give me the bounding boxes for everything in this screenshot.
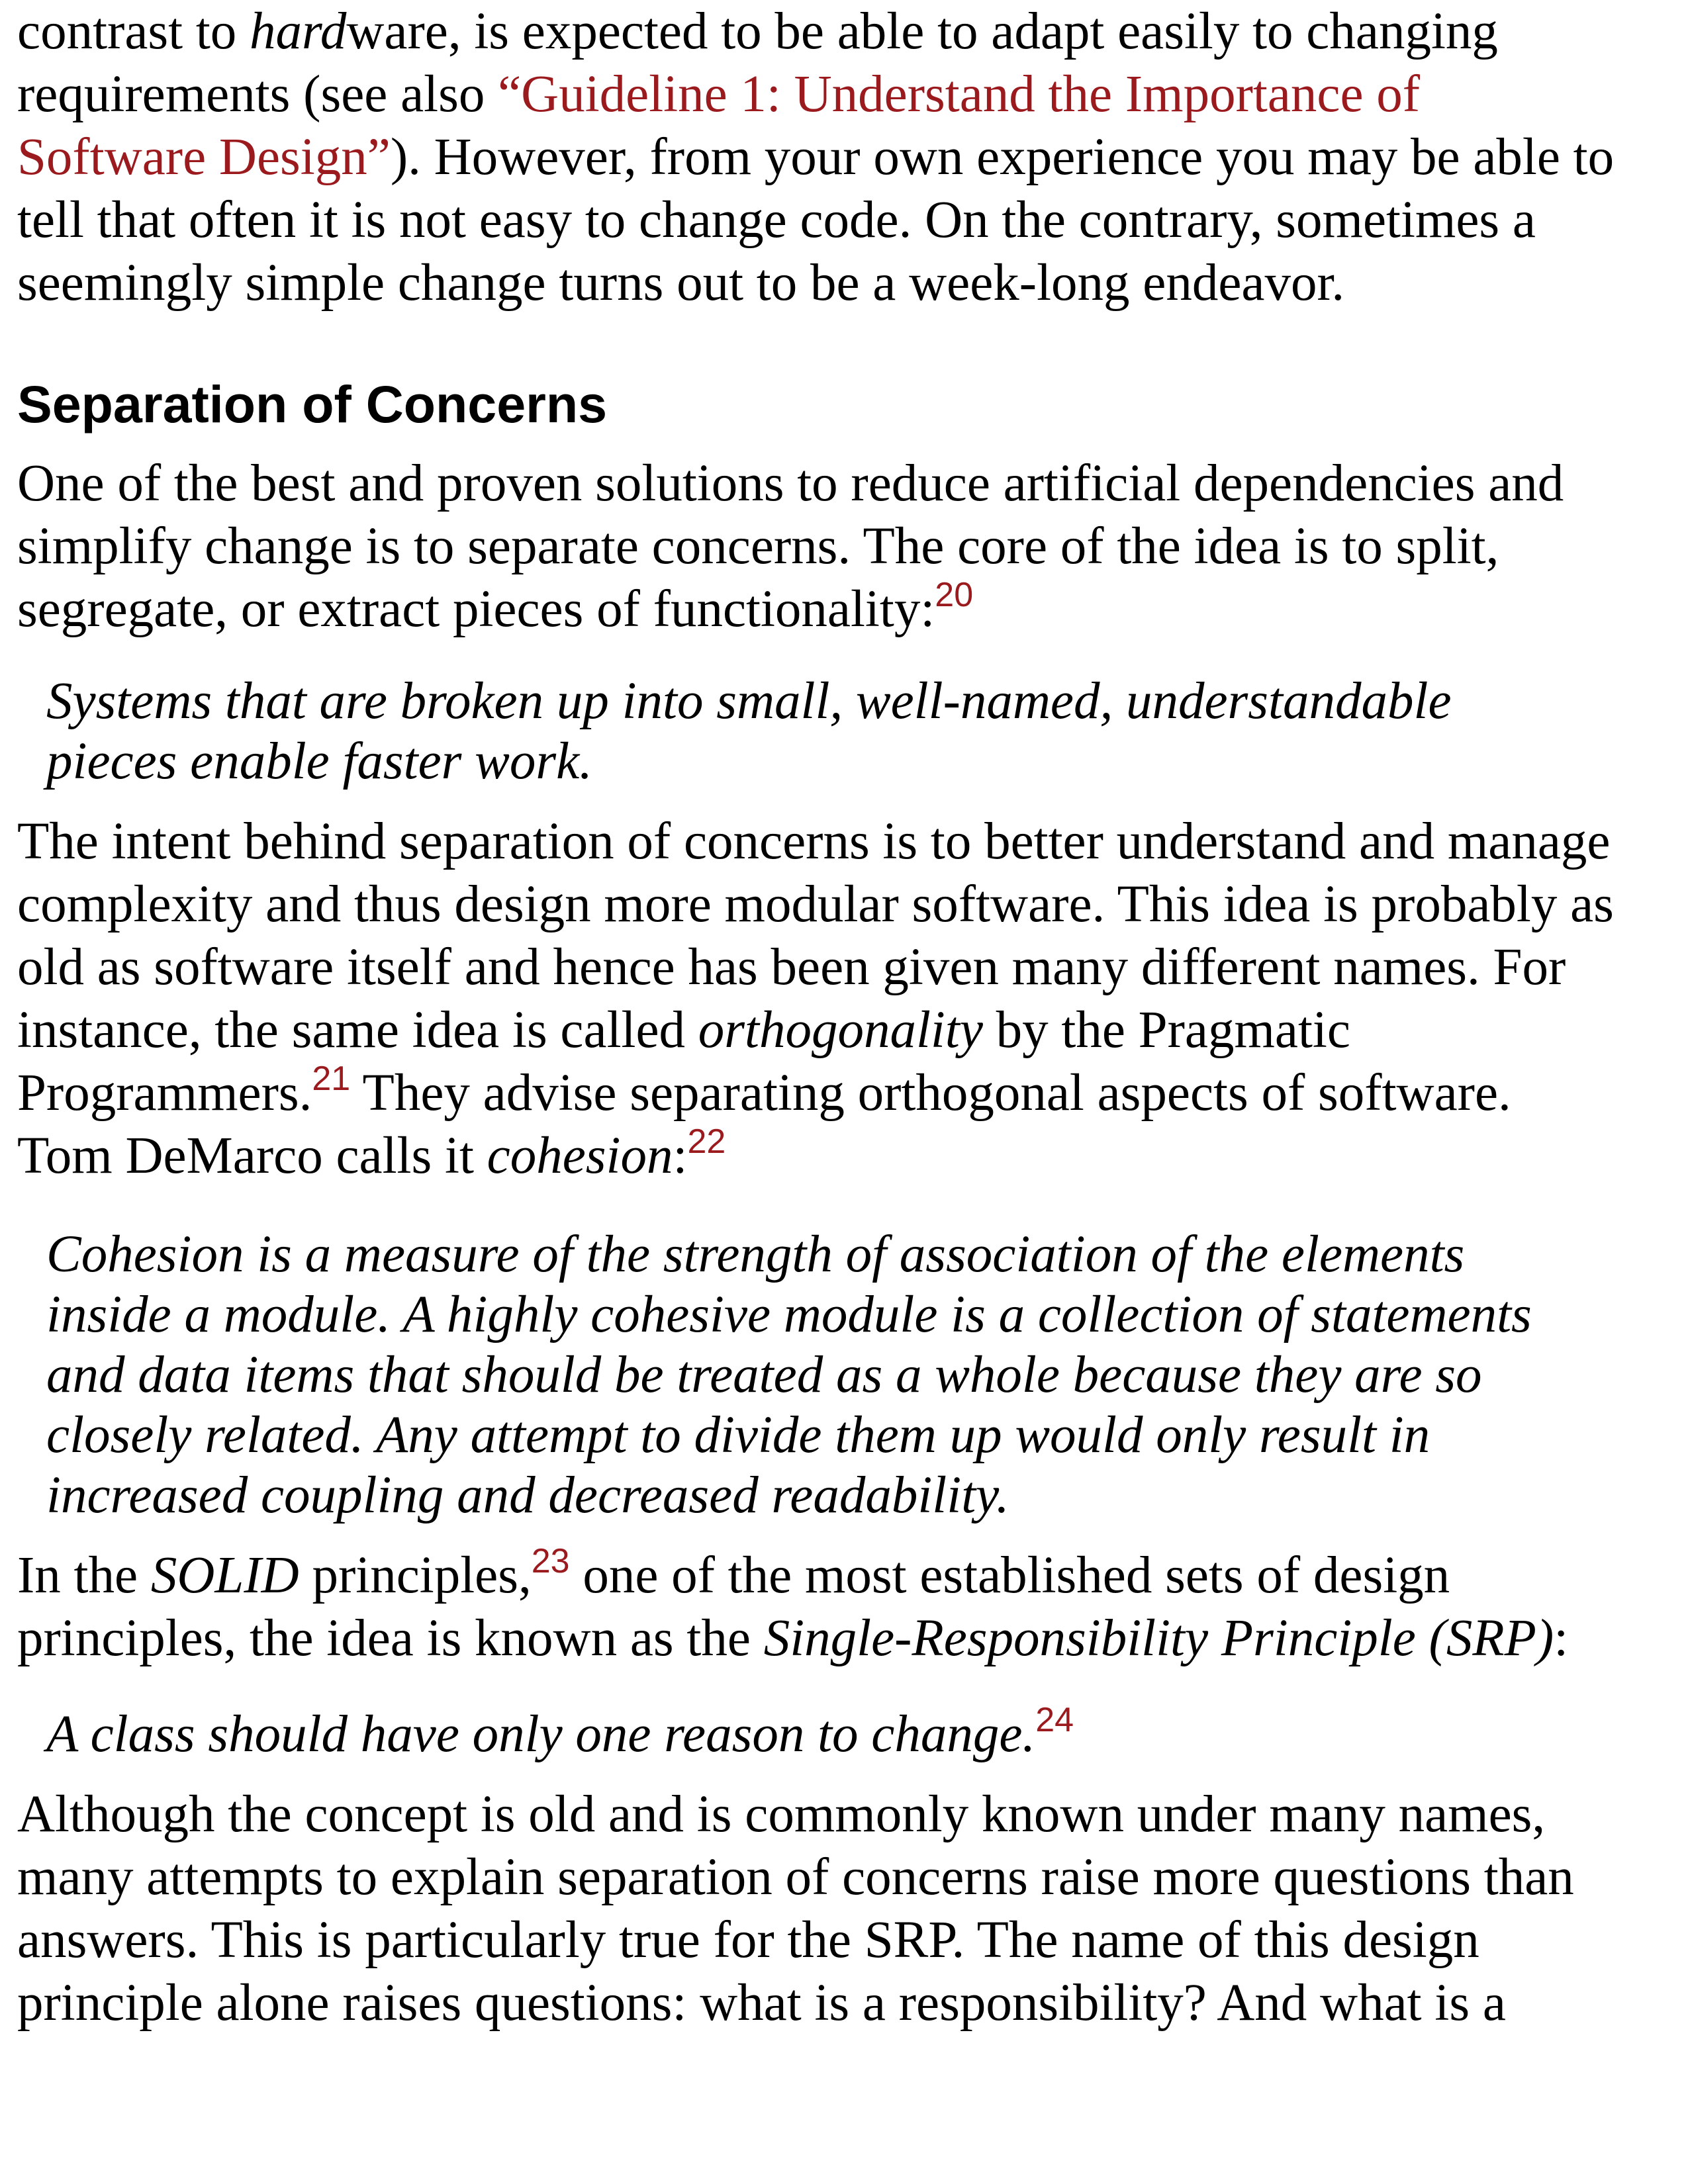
paragraph-line: Although the concept is old and is commonly known under many names, [17, 1786, 1546, 1843]
quote-line: increased coupling and decreased readability. [46, 1467, 1009, 1524]
paragraph-line: tell that often it is not easy to change code. On the contrary, sometimes a [17, 191, 1536, 249]
emphasis-text: Single-Responsibility Principle (SRP) [763, 1610, 1554, 1667]
emphasis-text: hard [250, 3, 347, 60]
text-span: : [673, 1127, 688, 1185]
paragraph-line [17, 578, 1675, 641]
quote-line [46, 1701, 1675, 1764]
block-quote [17, 1224, 1675, 1525]
text-span: one of the most established sets of design [569, 1547, 1450, 1604]
paragraph-line: old as software itself and hence has been given many different names. For [17, 938, 1566, 996]
text-span: : [1554, 1610, 1569, 1667]
quote-line: closely related. Any attempt to divide them up would only result in [46, 1406, 1430, 1464]
paragraph-line [17, 999, 1675, 1062]
paragraph-line [17, 63, 1675, 126]
text-span: principles, the idea is known as the [17, 1610, 764, 1667]
text-span: by the Pragmatic [982, 1001, 1350, 1059]
intro-paragraph [17, 0, 1675, 314]
footnote-link-20[interactable]: 20 [935, 576, 974, 614]
section-heading: Separation of Concerns [17, 375, 608, 433]
paragraph [17, 452, 1675, 641]
page-content [17, 0, 1675, 2034]
quote-line: Cohesion is a measure of the strength of association of the elements [46, 1226, 1465, 1283]
footnote-link-24[interactable]: 24 [1035, 1701, 1074, 1739]
paragraph-line: seemingly simple change turns out to be a week-long endeavor. [17, 254, 1345, 312]
paragraph-line: One of the best and proven solutions to reduce artificial dependencies and [17, 455, 1564, 512]
paragraph-line [17, 126, 1675, 189]
guideline-1-link[interactable]: “Guideline 1: Understand the Importance of [498, 66, 1421, 123]
emphasis-text: SOLID [150, 1547, 299, 1604]
paragraph-line: The intent behind separation of concerns is to better understand and manage [17, 813, 1611, 870]
block-quote [17, 1701, 1675, 1764]
quote-line: inside a module. A highly cohesive module is a collection of statements [46, 1286, 1532, 1343]
paragraph-line: answers. This is particularly true for the SRP. The name of this design [17, 1911, 1479, 1969]
text-span: They advise separating orthogonal aspects of software. [350, 1064, 1511, 1122]
emphasis-text: cohesion [487, 1127, 673, 1185]
paragraph [17, 1544, 1675, 1670]
text-span: contrast to [17, 3, 250, 60]
text-span: In the [17, 1547, 151, 1604]
footnote-link-22[interactable]: 22 [687, 1122, 726, 1161]
text-span: requirements (see also [17, 66, 498, 123]
paragraph-line [17, 1544, 1675, 1607]
block-quote [17, 671, 1675, 792]
emphasis-text: orthogonality [698, 1001, 983, 1059]
text-span: ). However, from your own experience you may be able to [390, 128, 1615, 186]
text-span: instance, the same idea is called [17, 1001, 698, 1059]
text-span: ware, is expected to be able to adapt easily to changing [346, 3, 1498, 60]
quote-line: and data items that should be treated as a whole because they are so [46, 1346, 1482, 1404]
paragraph-line: principle alone raises questions: what is a responsibility? And what is a [17, 1974, 1506, 2032]
paragraph-line [17, 0, 1675, 63]
footnote-link-23[interactable]: 23 [531, 1542, 570, 1580]
quote-line: Systems that are broken up into small, well-named, understandable [46, 672, 1452, 730]
text-span: A class should have only one reason to change. [46, 1706, 1036, 1763]
text-span: Tom DeMarco calls it [17, 1127, 487, 1185]
paragraph-line: many attempts to explain separation of concerns raise more questions than [17, 1848, 1574, 1906]
text-span: Programmers. [17, 1064, 312, 1122]
paragraph [17, 810, 1675, 1187]
guideline-1-link-continued[interactable]: Software Design” [17, 128, 391, 186]
text-span: segregate, or extract pieces of functionality: [17, 580, 935, 638]
paragraph [17, 1783, 1675, 2034]
paragraph-line [17, 1124, 1675, 1187]
paragraph-line: simplify change is to separate concerns. The core of the idea is to split, [17, 518, 1499, 575]
quote-line: pieces enable faster work. [46, 733, 592, 790]
paragraph-line [17, 1062, 1675, 1124]
footnote-link-21[interactable]: 21 [312, 1060, 351, 1098]
paragraph-line: complexity and thus design more modular software. This idea is probably as [17, 876, 1614, 933]
text-span: principles, [299, 1547, 532, 1604]
paragraph-line [17, 1607, 1675, 1670]
